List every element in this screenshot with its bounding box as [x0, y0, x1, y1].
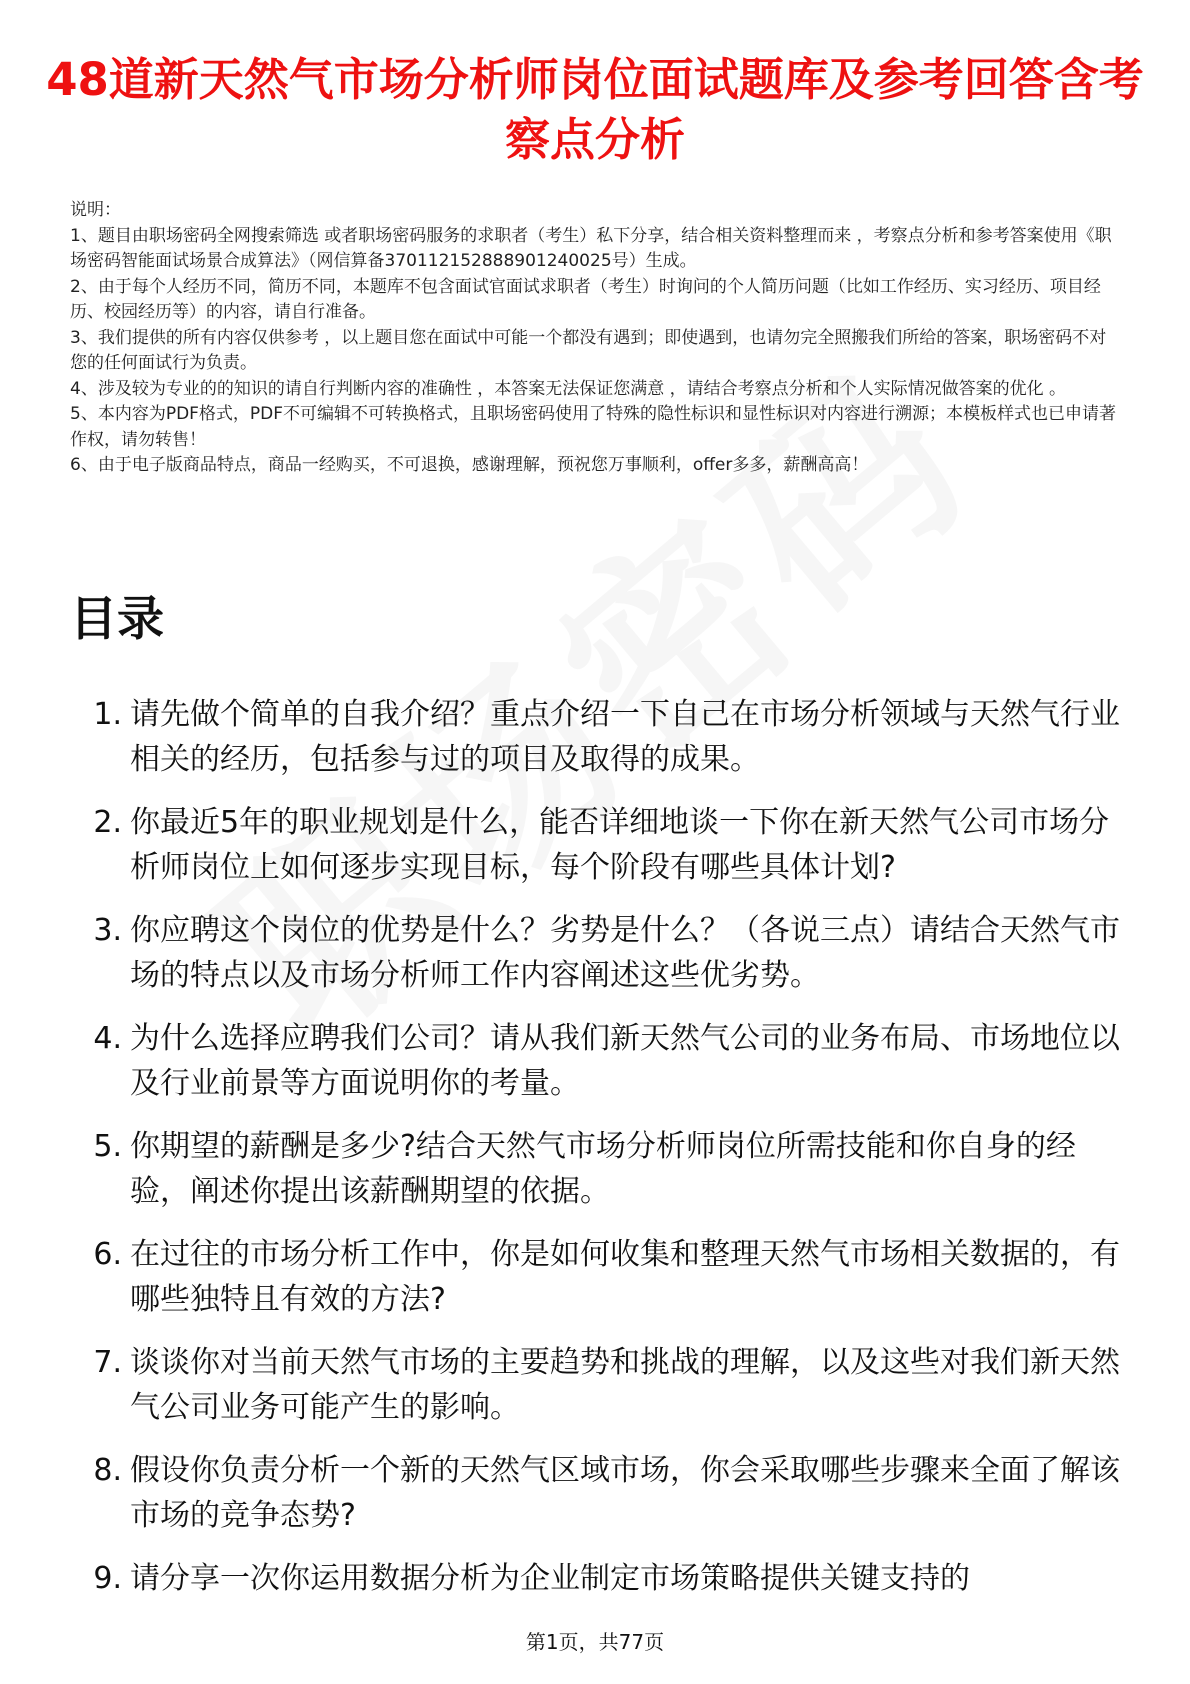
- toc-item-number: 1.: [93, 697, 122, 732]
- toc-item[interactable]: [70, 692, 1130, 782]
- toc-item[interactable]: [70, 1232, 1130, 1322]
- toc-item-number: 2.: [93, 805, 122, 840]
- toc-item[interactable]: [70, 1340, 1130, 1430]
- toc-item-number: 3.: [93, 913, 122, 948]
- notes-section: [70, 198, 1120, 479]
- toc-item-number: 5.: [93, 1129, 122, 1164]
- toc-item-text: 请先做个简单的自我介绍？重点介绍一下自己在市场分析领域与天然气行业相关的经历，包括参与过的项目及取得的成果。: [130, 697, 1120, 777]
- toc-item-text: 假设你负责分析一个新的天然气区域市场，你会采取哪些步骤来全面了解该市场的竞争态势?: [130, 1453, 1120, 1533]
- toc-item-text: 谈谈你对当前天然气市场的主要趋势和挑战的理解，以及这些对我们新天然气公司业务可能产生的影响。: [130, 1345, 1120, 1425]
- toc-item[interactable]: [70, 1448, 1130, 1538]
- note-item: 3、我们提供的所有内容仅供参考 ，以上题目您在面试中可能一个都没有遇到；即使遇到，也请勿完全照搬我们所给的答案，职场密码不对您的任何面试行为负责。: [70, 327, 1107, 373]
- note-item: 6、由于电子版商品特点，商品一经购买，不可退换，感谢理解，预祝您万事顺利，offer多多，薪酬高高！: [70, 455, 869, 475]
- note-item: 2、由于每个人经历不同，简历不同，本题库不包含面试官面试求职者（考生）时询问的个人简历问题（比如工作经历、实习经历、项目经历、校园经历等）的内容，请自行准备。: [70, 276, 1101, 322]
- toc-item-text: 你期望的薪酬是多少?结合天然气市场分析师岗位所需技能和你自身的经验，阐述你提出该薪酬期望的依据。: [130, 1129, 1076, 1209]
- toc-item-text: 你最近5年的职业规划是什么，能否详细地谈一下你在新天然气公司市场分析师岗位上如何逐步实现目标，每个阶段有哪些具体计划?: [130, 805, 1110, 885]
- page-footer: 第1页，共77页: [525, 1630, 665, 1654]
- note-item: 4、涉及较为专业的的知识的请自行判断内容的准确性 ，本答案无法保证您满意 ，请结合考察点分析和个人实际情况做答案的优化 。: [70, 378, 1067, 399]
- toc-item[interactable]: [70, 1556, 1130, 1601]
- toc-item[interactable]: [70, 908, 1130, 998]
- note-item: 1、题目由职场密码全网搜索筛选 或者职场密码服务的求职者（考生）私下分享，结合相关资料整理而来 ，考察点分析和参考答案使用《职场密码智能面试场景合成算法》（网信算备370112152888901240025号）生成。: [70, 225, 1112, 271]
- toc-item[interactable]: [70, 1016, 1130, 1106]
- toc-item-number: 4.: [93, 1021, 122, 1056]
- toc-item-number: 8.: [93, 1453, 122, 1488]
- toc-item-text: 在过往的市场分析工作中，你是如何收集和整理天然气市场相关数据的，有哪些独特且有效的方法?: [130, 1237, 1120, 1317]
- toc-item[interactable]: [70, 1124, 1130, 1214]
- toc-item-text: 为什么选择应聘我们公司？请从我们新天然气公司的业务布局、市场地位以及行业前景等方面说明你的考量。: [130, 1021, 1120, 1101]
- notes-label: 说明：: [70, 200, 121, 220]
- toc-item-text: 你应聘这个岗位的优势是什么？劣势是什么？（各说三点）请结合天然气市场的特点以及市场分析师工作内容阐述这些优劣势。: [130, 913, 1120, 993]
- toc-heading: 目录: [70, 592, 164, 647]
- toc-item-text: 请分享一次你运用数据分析为企业制定市场策略提供关键支持的: [130, 1561, 970, 1596]
- toc-item-number: 6.: [93, 1237, 122, 1272]
- document-title: 48道新天然气市场分析师岗位面试题库及参考回答含考察点分析: [46, 53, 1144, 166]
- toc-item[interactable]: [70, 800, 1130, 890]
- toc-item-number: 9.: [93, 1561, 122, 1596]
- toc-item-number: 7.: [93, 1345, 122, 1380]
- toc-list: [70, 692, 1130, 1619]
- note-item: 5、本内容为PDF格式，PDF不可编辑不可转换格式，且职场密码使用了特殊的隐性标识和显性标识对内容进行溯源；本模板样式也已申请著作权，请勿转售！: [70, 404, 1117, 450]
